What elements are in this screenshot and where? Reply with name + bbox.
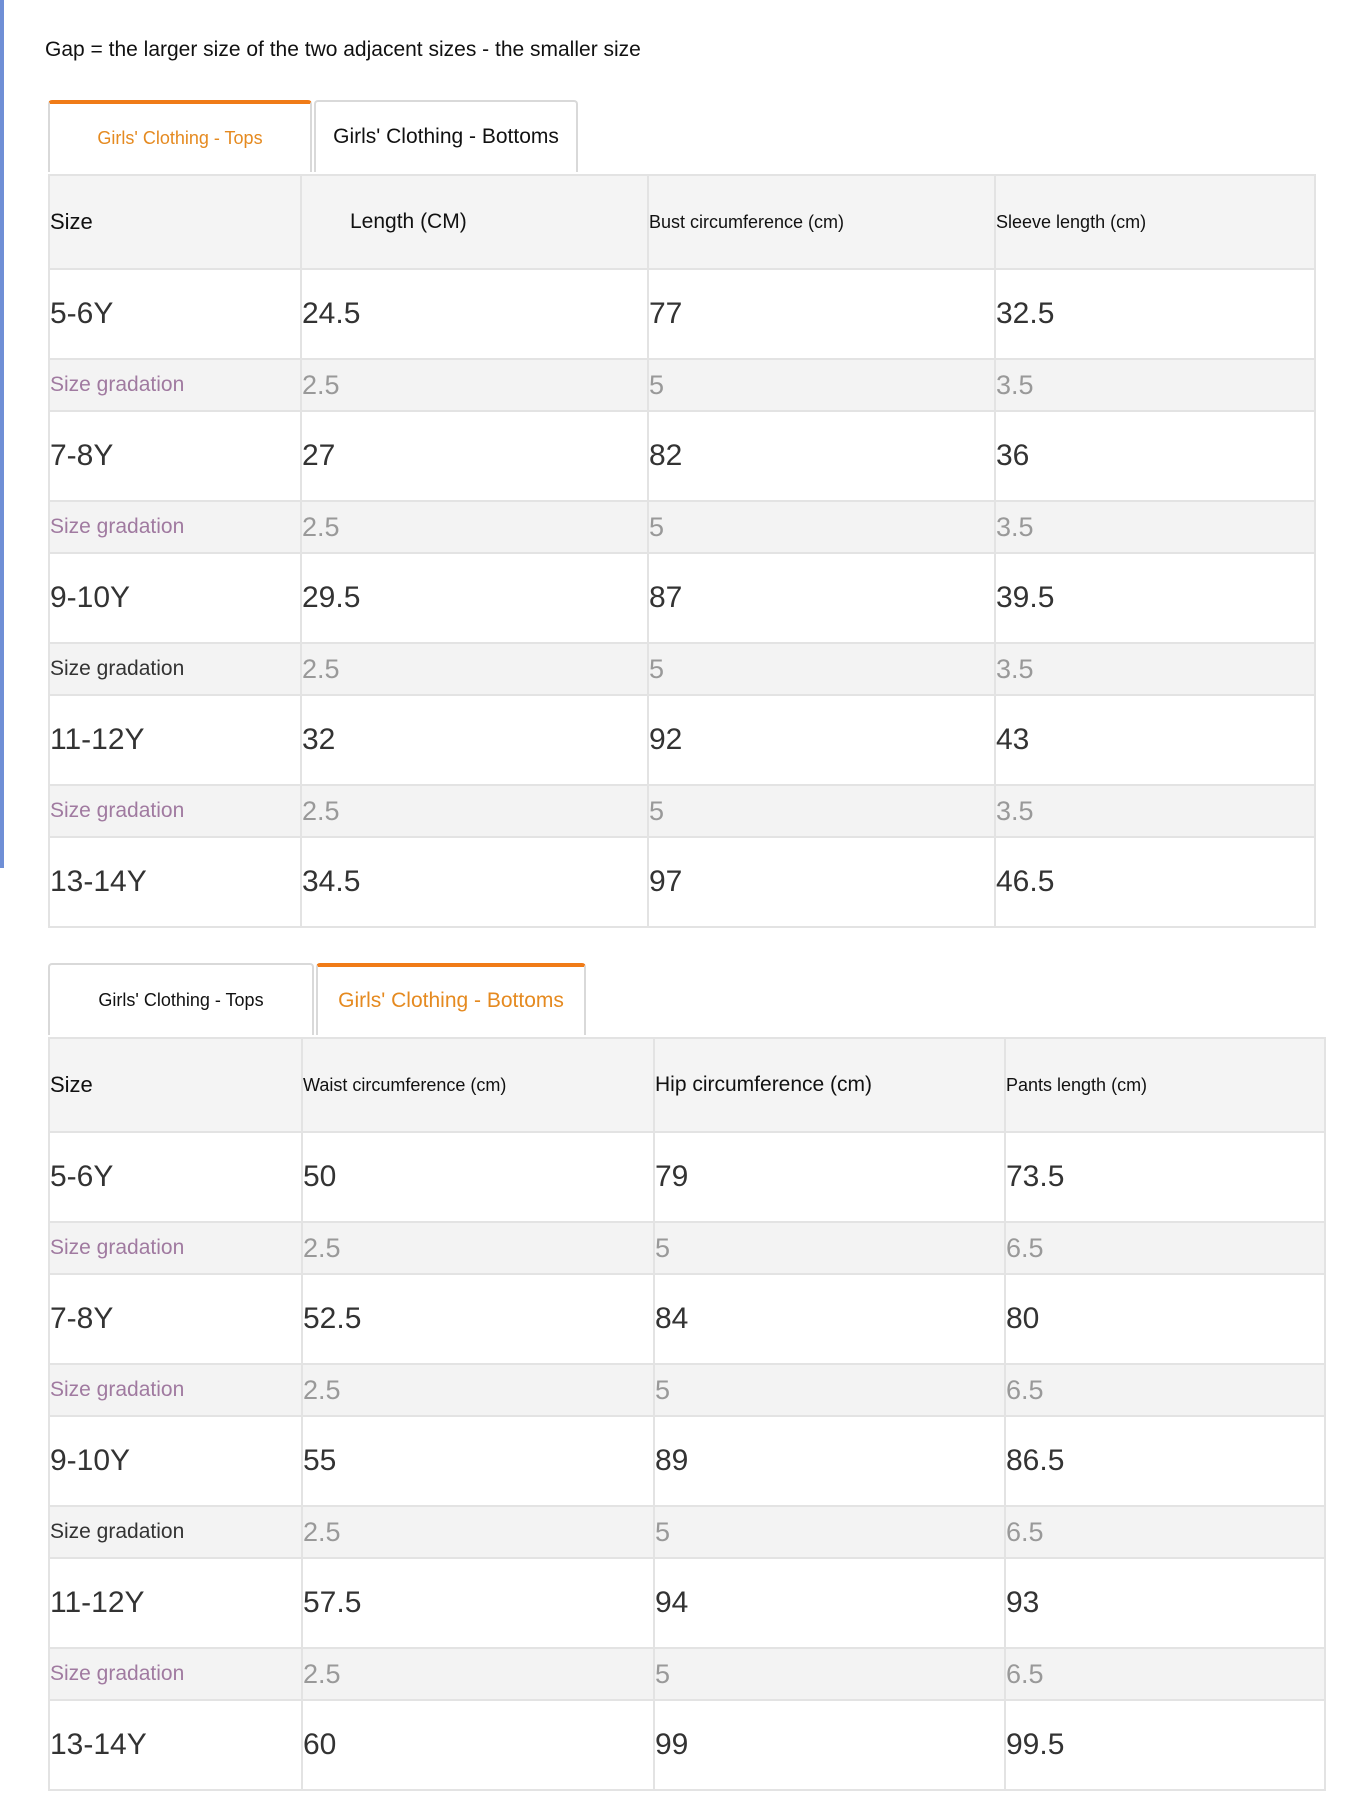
table-body — [49, 269, 1315, 927]
size-table — [48, 1037, 1326, 1791]
gradation-cell: 5 — [648, 643, 995, 695]
tab-bar — [48, 98, 1318, 174]
gradation-row — [49, 1506, 1325, 1558]
value-cell: 87 — [648, 553, 995, 643]
gradation-cell: 6.5 — [1005, 1364, 1325, 1416]
gradation-cell: 3.5 — [995, 643, 1315, 695]
gradation-row — [49, 1222, 1325, 1274]
gradation-row — [49, 643, 1315, 695]
value-cell: 52.5 — [302, 1274, 654, 1364]
table-row — [49, 553, 1315, 643]
table-row — [49, 695, 1315, 785]
size-chart-tops — [48, 98, 1318, 944]
gradation-label: Size gradation — [49, 501, 301, 553]
value-cell: 92 — [648, 695, 995, 785]
value-cell: 27 — [301, 411, 648, 501]
gradation-row — [49, 1364, 1325, 1416]
gradation-label: Size gradation — [49, 1506, 302, 1558]
tab-bar — [48, 961, 1318, 1037]
table-row — [49, 411, 1315, 501]
table-row — [49, 1132, 1325, 1222]
gap-note: Gap = the larger size of the two adjacent sizes - the smaller size — [45, 38, 641, 61]
value-cell: 84 — [654, 1274, 1005, 1364]
gradation-cell: 6.5 — [1005, 1506, 1325, 1558]
gradation-label: Size gradation — [49, 643, 301, 695]
size-cell: 13-14Y — [49, 1700, 302, 1790]
gradation-cell: 5 — [654, 1648, 1005, 1700]
value-cell: 86.5 — [1005, 1416, 1325, 1506]
tab-label: Girls' Clothing - Bottoms — [338, 989, 564, 1012]
table-row — [49, 1274, 1325, 1364]
gradation-cell: 2.5 — [301, 359, 648, 411]
value-cell: 79 — [654, 1132, 1005, 1222]
tab-label: Girls' Clothing - Bottoms — [333, 125, 559, 148]
gradation-cell: 2.5 — [302, 1222, 654, 1274]
tab-girls-tops[interactable] — [48, 963, 314, 1035]
header-pants-length: Pants length (cm) — [1005, 1038, 1325, 1132]
header-size: Size — [49, 175, 301, 269]
size-cell: 11-12Y — [49, 1558, 302, 1648]
gradation-row — [49, 785, 1315, 837]
value-cell: 73.5 — [1005, 1132, 1325, 1222]
value-cell: 50 — [302, 1132, 654, 1222]
gradation-label: Size gradation — [49, 359, 301, 411]
table-body — [49, 1132, 1325, 1790]
gradation-cell: 2.5 — [302, 1506, 654, 1558]
header-waist: Waist circumference (cm) — [302, 1038, 654, 1132]
gradation-cell: 5 — [654, 1506, 1005, 1558]
gradation-cell: 6.5 — [1005, 1648, 1325, 1700]
size-cell: 13-14Y — [49, 837, 301, 927]
gradation-cell: 3.5 — [995, 501, 1315, 553]
gradation-label: Size gradation — [49, 1648, 302, 1700]
size-cell: 7-8Y — [49, 1274, 302, 1364]
header-bust: Bust circumference (cm) — [648, 175, 995, 269]
size-cell: 11-12Y — [49, 695, 301, 785]
value-cell: 60 — [302, 1700, 654, 1790]
table-row — [49, 269, 1315, 359]
table-row — [49, 837, 1315, 927]
gradation-cell: 5 — [648, 785, 995, 837]
gradation-cell: 2.5 — [301, 643, 648, 695]
size-table — [48, 174, 1316, 928]
gradation-label: Size gradation — [49, 1222, 302, 1274]
gradation-cell: 2.5 — [302, 1648, 654, 1700]
gradation-cell: 5 — [648, 501, 995, 553]
gradation-cell: 3.5 — [995, 785, 1315, 837]
tab-girls-tops[interactable] — [48, 100, 312, 172]
value-cell: 94 — [654, 1558, 1005, 1648]
gradation-cell: 5 — [654, 1222, 1005, 1274]
size-cell: 9-10Y — [49, 553, 301, 643]
tab-girls-bottoms[interactable] — [316, 963, 586, 1035]
gradation-cell: 2.5 — [301, 785, 648, 837]
left-accent-bar — [0, 0, 4, 868]
value-cell: 32 — [301, 695, 648, 785]
value-cell: 93 — [1005, 1558, 1325, 1648]
value-cell: 57.5 — [302, 1558, 654, 1648]
tab-girls-bottoms[interactable] — [314, 100, 578, 172]
value-cell: 97 — [648, 837, 995, 927]
value-cell: 24.5 — [301, 269, 648, 359]
size-cell: 5-6Y — [49, 269, 301, 359]
gradation-row — [49, 359, 1315, 411]
gradation-label: Size gradation — [49, 1364, 302, 1416]
value-cell: 29.5 — [301, 553, 648, 643]
gradation-cell: 5 — [648, 359, 995, 411]
value-cell: 89 — [654, 1416, 1005, 1506]
value-cell: 55 — [302, 1416, 654, 1506]
gradation-cell: 3.5 — [995, 359, 1315, 411]
size-cell: 9-10Y — [49, 1416, 302, 1506]
value-cell: 34.5 — [301, 837, 648, 927]
table-row — [49, 1700, 1325, 1790]
value-cell: 82 — [648, 411, 995, 501]
tab-label: Girls' Clothing - Tops — [97, 127, 263, 148]
value-cell: 39.5 — [995, 553, 1315, 643]
size-cell: 7-8Y — [49, 411, 301, 501]
value-cell: 32.5 — [995, 269, 1315, 359]
value-cell: 77 — [648, 269, 995, 359]
value-cell: 99.5 — [1005, 1700, 1325, 1790]
tab-label: Girls' Clothing - Tops — [98, 989, 264, 1010]
gradation-cell: 2.5 — [301, 501, 648, 553]
gradation-label: Size gradation — [49, 785, 301, 837]
gradation-cell: 5 — [654, 1364, 1005, 1416]
value-cell: 46.5 — [995, 837, 1315, 927]
value-cell: 99 — [654, 1700, 1005, 1790]
header-row — [49, 175, 1315, 269]
gradation-cell: 6.5 — [1005, 1222, 1325, 1274]
table-row — [49, 1416, 1325, 1506]
value-cell: 80 — [1005, 1274, 1325, 1364]
header-row — [49, 1038, 1325, 1132]
header-hip: Hip circumference (cm) — [654, 1038, 1005, 1132]
header-size: Size — [49, 1038, 302, 1132]
header-length: Length (CM) — [301, 175, 648, 269]
gradation-row — [49, 1648, 1325, 1700]
gradation-row — [49, 501, 1315, 553]
value-cell: 43 — [995, 695, 1315, 785]
header-sleeve: Sleeve length (cm) — [995, 175, 1315, 269]
value-cell: 36 — [995, 411, 1315, 501]
size-chart-bottoms — [48, 961, 1318, 1800]
table-row — [49, 1558, 1325, 1648]
size-cell: 5-6Y — [49, 1132, 302, 1222]
gradation-cell: 2.5 — [302, 1364, 654, 1416]
